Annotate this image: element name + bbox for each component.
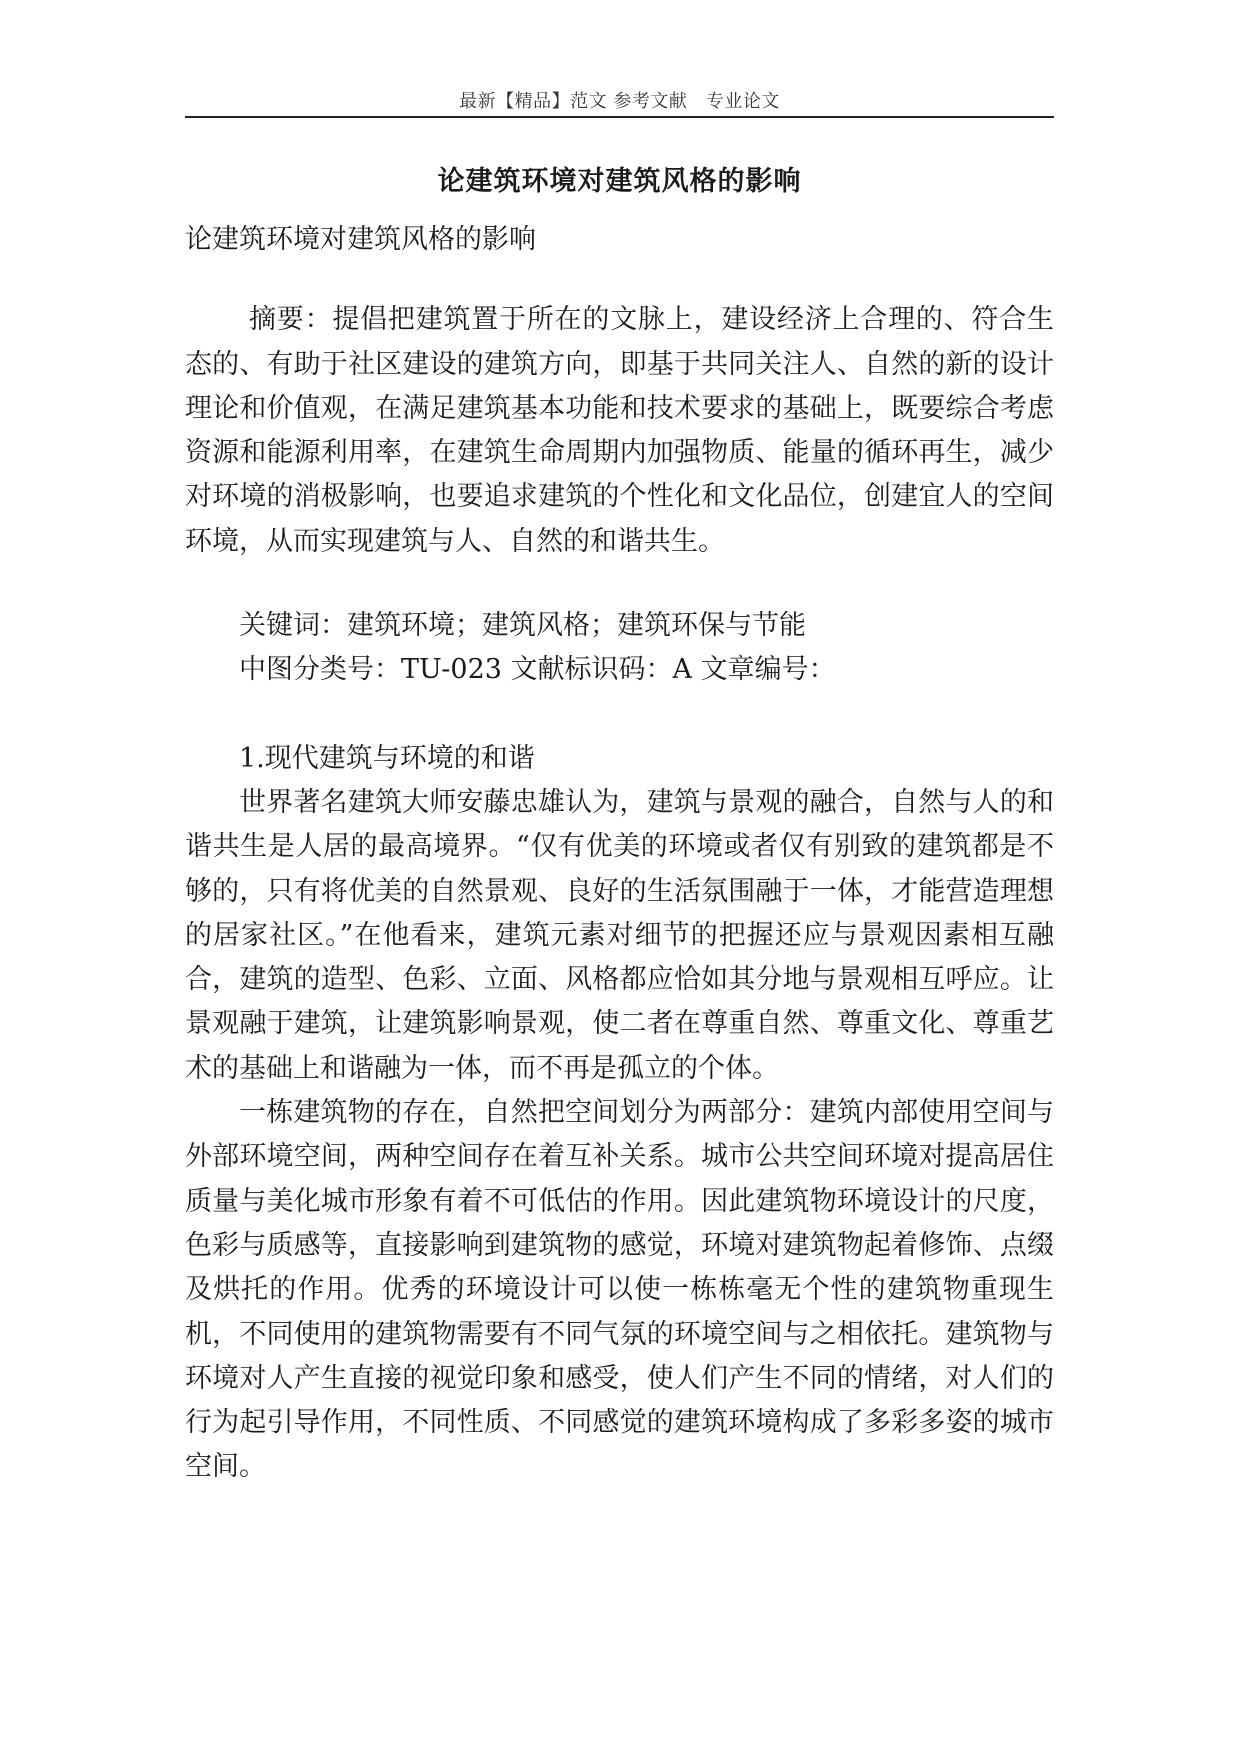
document-subtitle: 论建筑环境对建筑风格的影响 [185, 224, 536, 255]
keywords-line: 关键词：建筑环境；建筑风格；建筑环保与节能 [239, 610, 806, 642]
document-title: 论建筑环境对建筑风格的影响 [437, 166, 802, 197]
document-body [185, 218, 1054, 1490]
body-paragraph: 一栋建筑物的存在，自然把空间划分为两部分：建筑内部使用空间与外部环境空间，两种空间存在着互补关系。城市公共空间环境对提高居住质量与美化城市形象有着不可低估的作用。因此建筑物环境设计的尺度，色彩与质感等，直接影响到建筑物的感觉，环境对建筑物起着修饰、点缀及烘托的作用。优秀的环境设计可以使一栋栋毫无个性的建筑物重现生机，不同使用的建筑物需要有不同气氛的环境空间与之相依托。建筑物与环境对人产生直接的视觉印象和感受，使人们产生不同的情绪，对人们的行为起引导作用，不同性质、不同感觉的建筑环境构成了多彩多姿的城市空间。 [185, 1097, 1054, 1483]
header-divider [185, 116, 1054, 118]
classification-line: 中图分类号：TU-023 文献标识码：A 文章编号： [239, 654, 836, 686]
abstract-paragraph: 摘要：提倡把建筑置于所在的文脉上，建设经济上合理的、符合生态的、有助于社区建设的建筑方向，即基于共同关注人、自然的新的设计理论和价值观，在满足建筑基本功能和技术要求的基础上，既要综合考虑资源和能源利用率，在建筑生命周期内加强物质、能量的循环再生，减少对环境的消极影响，也要追求建筑的个性化和文化品位，创建宜人的空间环境，从而实现建筑与人、自然的和谐共生。 [185, 304, 1054, 557]
page-header: 最新【精品】范文 参考文献 专业论文 [459, 91, 780, 112]
section-heading: 1.现代建筑与环境的和谐 [239, 742, 535, 774]
body-paragraph: 世界著名建筑大师安藤忠雄认为，建筑与景观的融合，自然与人的和谐共生是人居的最高境界。“仅有优美的环境或者仅有别致的建筑都是不够的，只有将优美的自然景观、良好的生活氛围融于一体，才能营造理想的居家社区。”在他看来，建筑元素对细节的把握还应与景观因素相互融合，建筑的造型、色彩、立面、风格都应恰如其分地与景观相互呼应。让景观融于建筑，让建筑影响景观，使二者在尊重自然、尊重文化、尊重艺术的基础上和谐融为一体，而不再是孤立的个体。 [185, 786, 1054, 1084]
